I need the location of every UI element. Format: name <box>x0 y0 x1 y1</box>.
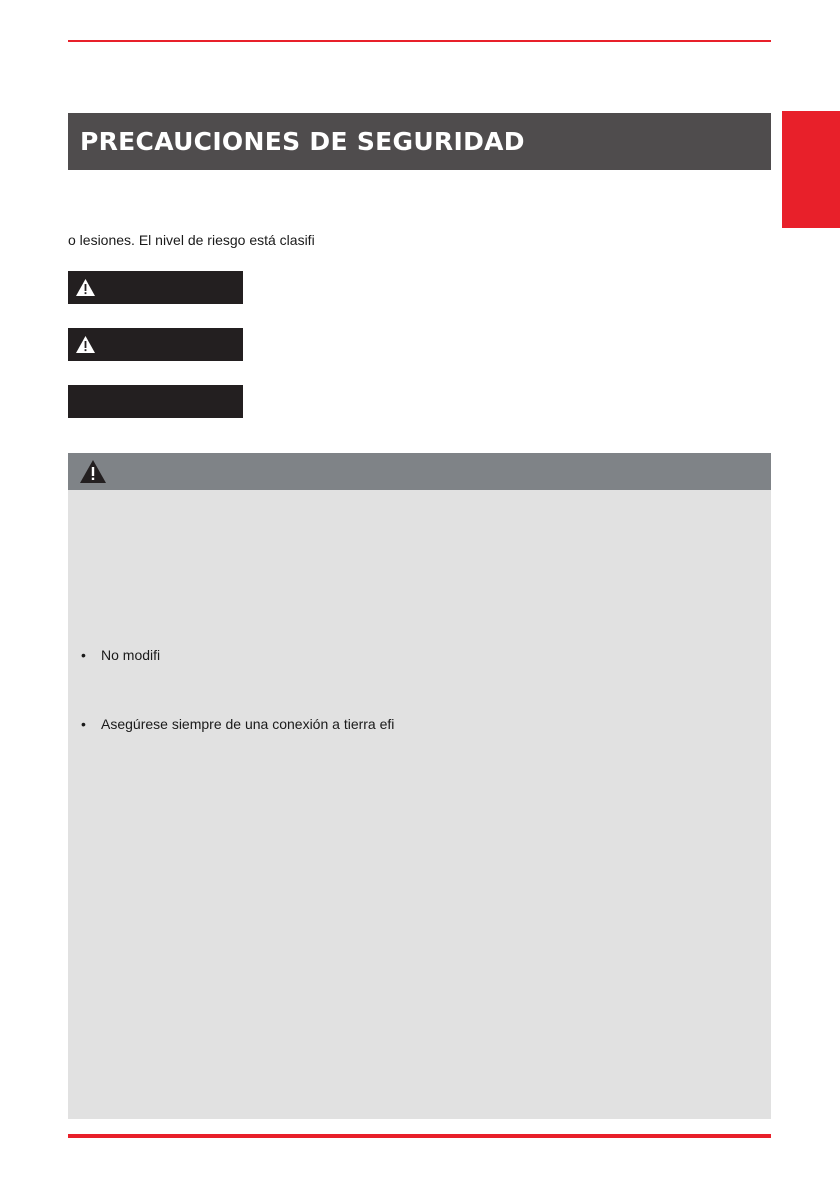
section-title-bar <box>68 113 771 170</box>
bullet-marker: • <box>81 716 86 732</box>
list-item-text: Asegúrese siempre de una conexión a tierra efi <box>101 716 395 732</box>
bottom-rule <box>68 1134 771 1138</box>
list-item-text: No modifi <box>101 647 161 663</box>
bullet-marker: • <box>81 647 86 663</box>
warning-panel-header <box>68 453 771 490</box>
warning-triangle-icon <box>79 459 107 484</box>
warning-panel <box>68 453 771 1119</box>
hazard-level-label <box>68 385 243 418</box>
page-title: PRECAUCIONES DE SEGURIDAD <box>80 127 525 156</box>
hazard-level-label <box>68 271 243 304</box>
warning-triangle-icon <box>75 278 96 297</box>
top-rule <box>68 40 771 42</box>
warning-triangle-icon <box>75 335 96 354</box>
intro-paragraph: o lesiones. El nivel de riesgo está clasifi <box>68 232 315 248</box>
hazard-level-label <box>68 328 243 361</box>
section-side-tab <box>782 111 840 228</box>
